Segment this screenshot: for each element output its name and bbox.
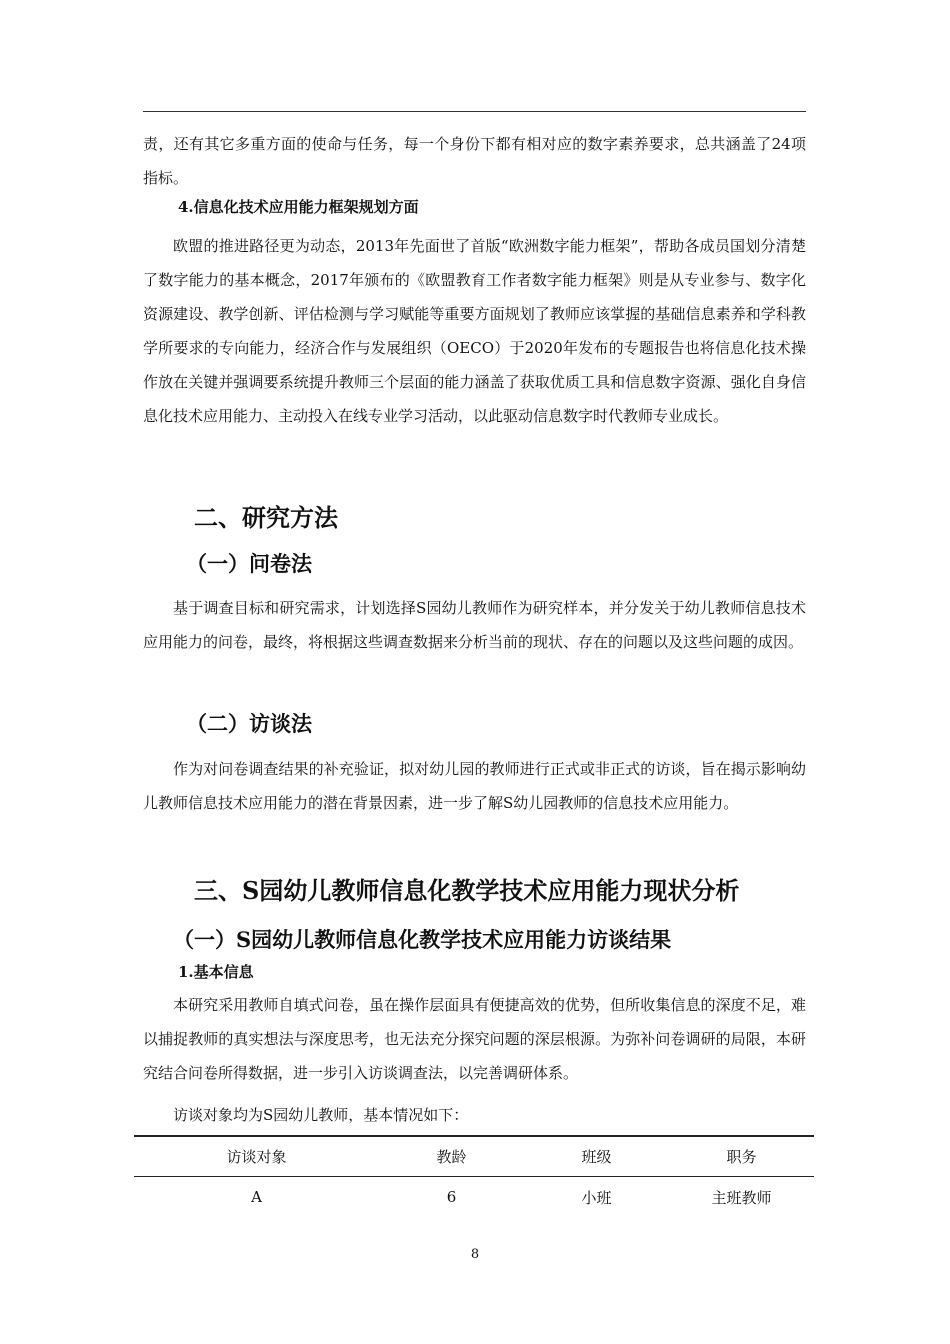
table-cell: 6 <box>446 1188 457 1207</box>
section-title-analysis: 三、S园幼儿教师信息化教学技术应用能力现状分析 <box>194 876 740 905</box>
header-rule <box>143 111 806 112</box>
paragraph-eu-framework: 欧盟的推进路径更为动态，2013年先面世了首版“欧洲数字能力框架”，帮助各成员国划分清楚了数字能力的基本概念，2017年颁布的《欧盟教育工作者数字能力框架》则是从专业参与、数字化资源建设、教学创新、评估检测与学习赋能等重要方面规划了教师应该掌握的基础信息素养和学科教学所要求的专向能力，经济合作与发展组织（OECO）于2020年发布的专题报告也将信息化技术操作放在关键并强调要系统提升教师三个层面的能力涵盖了获取优质工具和信息数字资源、强化自身信息化技术应用能力、主动投入在线专业学习活动，以此驱动信息数字时代教师专业成长。 <box>143 237 806 425</box>
table-header-row <box>134 1136 814 1176</box>
interview-subjects-table <box>134 1135 814 1218</box>
paragraph-continuation: 责，还有其它多重方面的使命与任务，每一个身份下都有相对应的数字素养要求，总共涵盖了24项指标。 <box>143 135 806 187</box>
table-cell: 小班 <box>581 1188 612 1207</box>
paragraph-table-intro: 访谈对象均为S园幼儿教师，基本情况如下： <box>173 1106 469 1124</box>
table-row <box>134 1176 814 1218</box>
paragraph-questionnaire: 基于调查目标和研究需求，计划选择S园幼儿教师作为研究样本，并分发关于幼儿教师信息技术应用能力的问卷，最终，将根据这些调查数据来分析当前的现状、存在的问题以及这些问题的成因。 <box>143 599 806 651</box>
subsection-title-framework: 4.信息化技术应用能力框架规划方面 <box>178 198 419 216</box>
paragraph-method-note: 本研究采用教师自填式问卷，虽在操作层面具有便捷高效的优势，但所收集信息的深度不足，难以捕捉教师的真实想法与深度思考，也无法充分探究问题的深层根源。为弥补问卷调研的局限，本研究结合问卷所得数据，进一步引入访谈调查法，以完善调研体系。 <box>143 996 806 1082</box>
page-number: 8 <box>470 1247 480 1262</box>
subsection-title-basic-info: 1.基本信息 <box>178 963 254 981</box>
table-header-cell: 访谈对象 <box>226 1147 287 1166</box>
table-header-cell: 职务 <box>726 1147 757 1166</box>
subsection-title-questionnaire: （一）问卷法 <box>186 551 312 576</box>
section-title-methods: 二、研究方法 <box>194 503 338 532</box>
table-header-cell: 班级 <box>581 1147 612 1166</box>
subsection-title-interview: （二）访谈法 <box>186 711 312 736</box>
paragraph-interview: 作为对问卷调查结果的补充验证，拟对幼儿园的教师进行正式或非正式的访谈，旨在揭示影响幼儿教师信息技术应用能力的潜在背景因素，进一步了解S幼儿园教师的信息技术应用能力。 <box>143 760 806 812</box>
table-cell: 主班教师 <box>711 1188 772 1207</box>
table-header-cell: 教龄 <box>436 1147 467 1166</box>
subsection-title-results: （一）S园幼儿教师信息化教学技术应用能力访谈结果 <box>173 927 672 952</box>
table-cell: A <box>251 1188 262 1207</box>
